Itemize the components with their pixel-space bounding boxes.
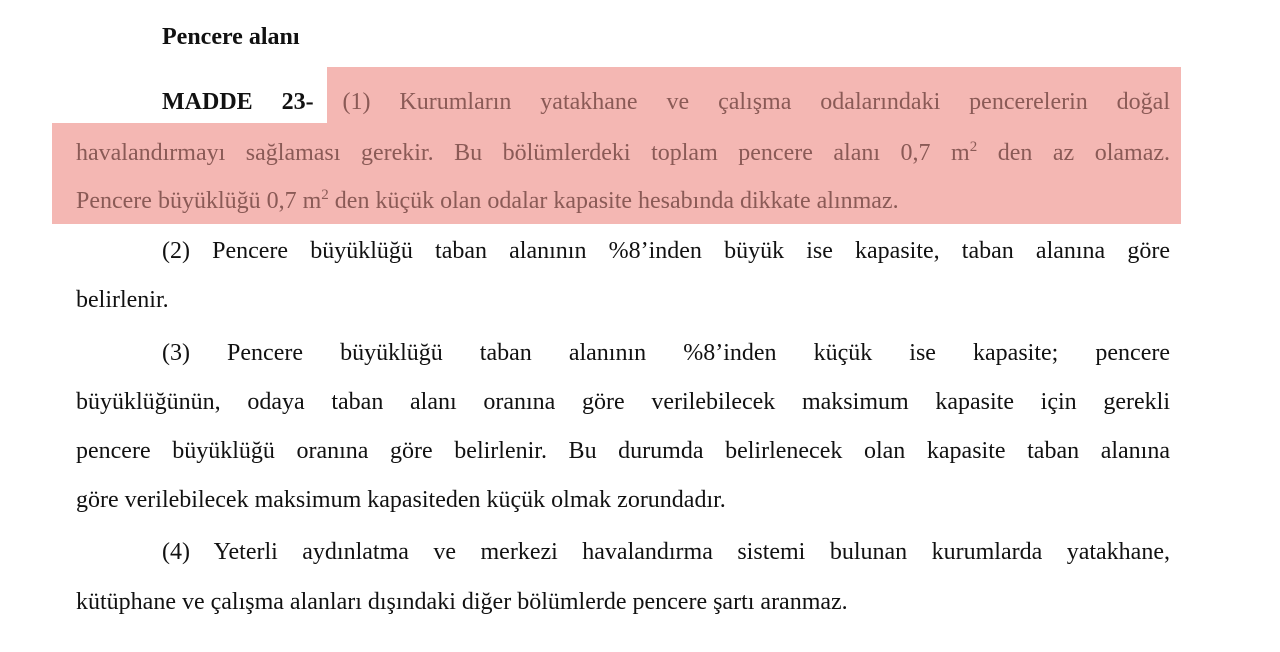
paragraph-4-line: (4) Yeterli aydınlatma ve merkezi havalandırma sistemi bulunan kurumlarda yatakhane,	[162, 539, 1170, 565]
paragraph-3-line: göre verilebilecek maksimum kapasiteden küçük olmak zorundadır.	[76, 487, 726, 513]
paragraph-3-line: büyüklüğünün, odaya taban alanı oranına göre verilebilecek maksimum kapasite için gerekli	[76, 389, 1170, 415]
paragraph-3-line: (3) Pencere büyüklüğü taban alanının %8’inden küçük ise kapasite; pencere	[162, 340, 1170, 366]
paragraph-1-line	[76, 138, 1170, 168]
paragraph-1-line	[76, 186, 1170, 216]
paragraph-1-text: (1) Kurumların yatakhane ve çalışma odalarındaki pencerelerin doğal	[342, 89, 1170, 115]
paragraph-2-line: (2) Pencere büyüklüğü taban alanının %8’inden büyük ise kapasite, taban alanına göre	[162, 238, 1170, 264]
paragraph-2-line: belirlenir.	[76, 287, 169, 313]
paragraph-3-line: pencere büyüklüğü oranına göre belirlenir. Bu durumda belirlenecek olan kapasite taban alanına	[76, 438, 1170, 464]
paragraph-1-line	[76, 87, 1170, 117]
paragraph-1-text: den küçük olan odalar kapasite hesabında dikkate alınmaz.	[328, 188, 899, 214]
paragraph-1-text: havalandırmayı sağlaması gerekir. Bu bölümlerdeki toplam pencere alanı 0,7 m	[76, 140, 970, 166]
paragraph-1-text: den az olamaz.	[977, 140, 1171, 166]
paragraph-1-text: Pencere büyüklüğü 0,7 m	[76, 188, 322, 214]
superscript: 2	[969, 139, 978, 155]
section-heading: Pencere alanı	[162, 24, 300, 50]
superscript: 2	[321, 187, 329, 203]
paragraph-4-line: kütüphane ve çalışma alanları dışındaki diğer bölümlerde pencere şartı aranmaz.	[76, 589, 848, 615]
article-label: MADDE 23-	[162, 89, 314, 115]
